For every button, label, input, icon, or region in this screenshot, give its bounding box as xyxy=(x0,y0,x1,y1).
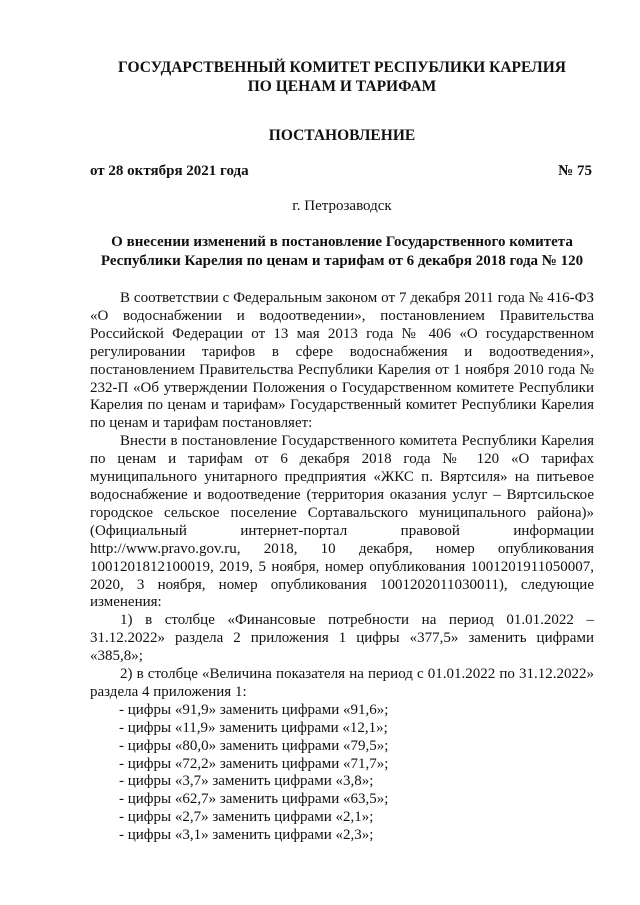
list-item: - цифры «3,1» заменить цифрами «2,3»; xyxy=(119,827,374,844)
list-item: - цифры «91,9» заменить цифрами «91,6»; xyxy=(119,701,389,718)
subject-line1: О внесении изменений в постановление Государственного комитета xyxy=(111,234,573,250)
list-item: - цифры «62,7» заменить цифрами «63,5»; xyxy=(119,791,389,808)
issuer-title xyxy=(90,58,594,96)
replacement-list xyxy=(90,702,594,845)
document-subject xyxy=(90,233,594,271)
list-item: - цифры «72,2» заменить цифрами «71,7»; xyxy=(119,755,389,772)
issuer-title-line1: ГОСУДАРСТВЕННЫЙ КОМИТЕТ РЕСПУБЛИКИ КАРЕЛИЯ xyxy=(118,59,566,76)
issuer-title-line2: ПО ЦЕНАМ И ТАРИФАМ xyxy=(247,78,437,95)
list-item: - цифры «80,0» заменить цифрами «79,5»; xyxy=(119,737,389,754)
list-item: - цифры «3,7» заменить цифрами «3,8»; xyxy=(119,773,374,790)
date-number-line xyxy=(90,163,594,180)
preamble-paragraph: В соответствии с Федеральным законом от 7 декабря 2011 года № 416-ФЗ «О водоснабжении и водоотведении», постановлением Правительства Российской Федерации от 13 мая 2013 года № 406 «О государственном регулировании тарифов в сфере водоснабжения и водоотведения», постановлением Правительства Республики Карелия от 1 ноября 2010 года № 232-П «Об утверждении Положения о Государственном комитете Республики Карелия по ценам и тарифам» Государственный комитет Республики Карелия по ценам и тарифам постановляет: xyxy=(90,290,594,432)
item-1-paragraph: 1) в столбце «Финансовые потребности на период 01.01.2022 – 31.12.2022» раздела 2 приложения 1 цифры «377,5» заменить цифрами «385,8»; xyxy=(90,612,594,665)
document-body xyxy=(90,290,594,845)
document-city: г. Петрозаводск xyxy=(292,198,392,214)
document-number: № 75 xyxy=(558,163,592,179)
main-paragraph: Внести в постановление Государственного комитета Республики Карелия по ценам и тарифам от 6 декабря 2018 года № 120 «О тарифах муниципального унитарного предприятия «ЖКС п. Вяртсиля» на питьевое водоснабжение и водоотведение (территория оказания услуг – Вяртсильское городское сельское поселение Сортавальского муниципального района)» (Официальный интернет-портал правовой информации http://www.pravo.gov.ru, 2018, 10 декабря, номер опубликования 1001201812100019, 2019, 5 ноября, номер опубликования 1001201911050007, 2020, 3 ноября, номер опубликования 1001202011030011), следующие изменения: xyxy=(90,433,594,611)
document-page xyxy=(90,58,594,845)
subject-line2: Республики Карелия по ценам и тарифам от 6 декабря 2018 года № 120 xyxy=(100,253,584,269)
document-type: ПОСТАНОВЛЕНИЕ xyxy=(268,127,416,144)
list-item: - цифры «11,9» заменить цифрами «12,1»; xyxy=(119,719,388,736)
document-date: от 28 октября 2021 года xyxy=(90,163,249,179)
item-2-paragraph: 2) в столбце «Величина показателя на период с 01.01.2022 по 31.12.2022» раздела 4 приложения 1: xyxy=(90,666,594,700)
list-item: - цифры «2,7» заменить цифрами «2,1»; xyxy=(119,809,374,826)
